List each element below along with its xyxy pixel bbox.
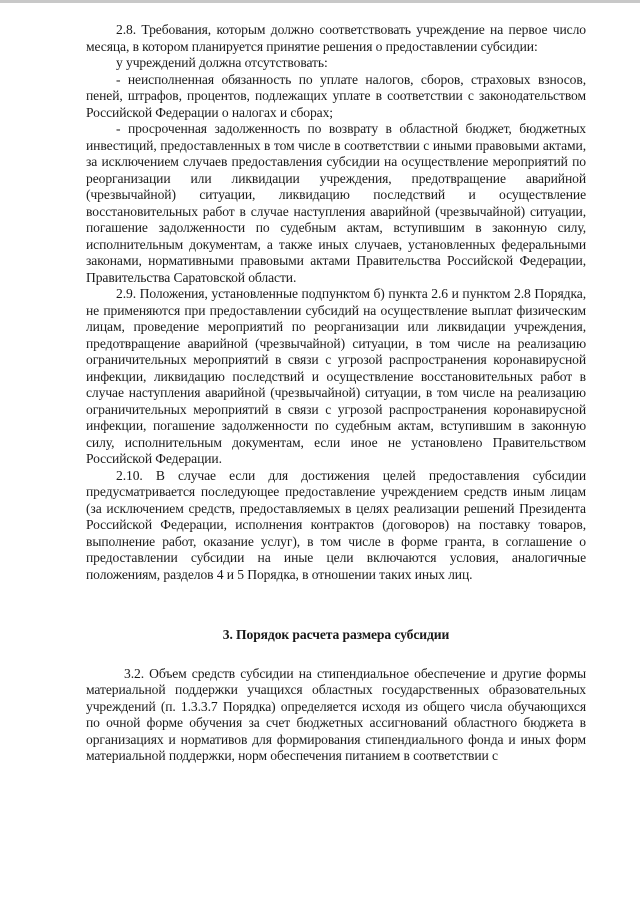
paragraph-tax-obligation: - неисполненная обязанность по уплате налогов, сборов, страховых взносов, пеней, штрафов, процентов, подлежащих уплате в соответствии с законодательством Российской Федерации о налогах и сборах; bbox=[86, 71, 586, 120]
paragraph-3-2: 3.2. Объем средств субсидии на стипендиальное обеспечение и другие формы материальной поддержки учащихся областных государственных образовательных учреждений (п. 1.3.3.7 Порядка) определяется исходя из общего числа обучающихся по очной форме обучения за счет бюджетных ассигнований областного бюджета в организациях и нормативов для формирования стипендиального фонда и иных форм материальной поддержки, норм обеспечения питанием в соответствии с bbox=[86, 665, 586, 763]
section-spacer bbox=[86, 583, 586, 627]
paragraph-2-10: 2.10. В случае если для достижения целей предоставления субсидии предусматривается последующее предоставление учреждением средств иным лицам (за исключением средств, предоставляемых в целях реализации решений Президента Российской Федерации, исполнения контрактов (договоров) на поставку товаров, выполнение работ, оказание услуг), в том числе в форме гранта, в соглашение о предоставлении субсидии на иные цели включаются условия, аналогичные положениям, разделов 4 и 5 Порядка, в отношении таких иных лиц. bbox=[86, 467, 586, 582]
document-page bbox=[86, 22, 586, 765]
paragraph-2-9: 2.9. Положения, установленные подпунктом б) пункта 2.6 и пунктом 2.8 Порядка, не применяются при предоставлении субсидий на осуществление выплат физическим лицам, проведение мероприятий по реорганизации или ликвидации учреждения, предотвращение аварийной (чрезвычайной) ситуации, в том числе на реализацию ограничительных мероприятий в связи с угрозой распространения коронавирусной инфекции, ликвидацию последствий и осуществление восстановительных работ в случае наступления аварийной (чрезвычайной) ситуации, в том числе на реализацию ограничительных мероприятий в связи с угрозой распространения коронавирусной инфекции, погашение задолженности по судебным актам, вступившим в законную силу, исполнительным документам, если иное не установлено Правительством Российской Федерации. bbox=[86, 286, 586, 466]
paragraph-absence-intro: у учреждений должна отсутствовать: bbox=[116, 55, 328, 70]
paragraph-overdue-debt: - просроченная задолженность по возврату в областной бюджет, бюджетных инвестиций, предоставленных в том числе в соответствии с иными правовыми актами, за исключением случаев предоставления субсидии на осуществление мероприятий по реорганизации или ликвидации учреждения, предотвращение аварийной (чрезвычайной) ситуации, ликвидацию последствий и осуществление восстановительных работ в случае наступления аварийной (чрезвычайной) ситуации, погашение задолженности по судебным актам, вступившим в законную силу, исполнительным документам, а также иных случаев, установленных федеральными законами, нормативными правовыми актами Правительства Российской Федерации, Правительства Саратовской области. bbox=[86, 121, 586, 285]
scan-edge bbox=[0, 0, 640, 3]
paragraph-2-8: 2.8. Требования, которым должно соответствовать учреждение на первое число месяца, в котором планируется принятие решения о предоставлении субсидии: bbox=[86, 22, 586, 54]
section-heading: 3. Порядок расчета размера субсидии bbox=[222, 627, 450, 642]
